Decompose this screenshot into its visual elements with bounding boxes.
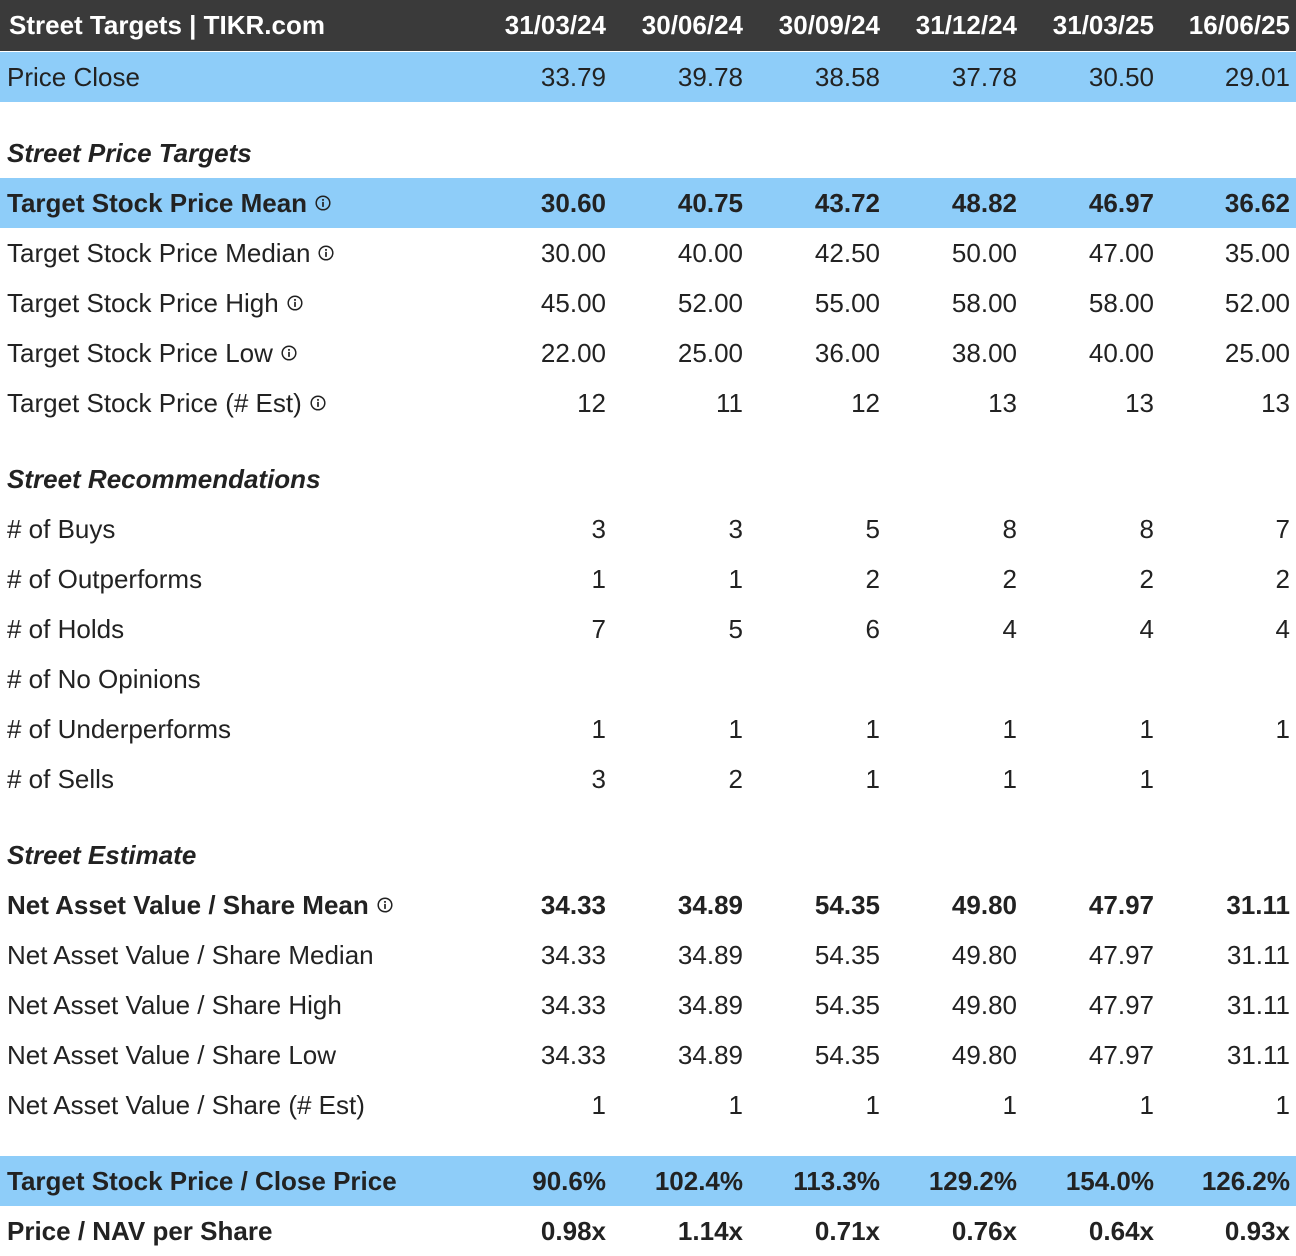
table-row-net-asset-value-share-median	[0, 930, 1296, 980]
table-row-of-buys	[0, 504, 1296, 554]
value-cell: 0.76x	[951, 1215, 1017, 1246]
row-label	[7, 1216, 272, 1247]
value-cell: 2	[1275, 563, 1290, 594]
value-cell: 3	[591, 513, 606, 544]
value-cell: 4	[1139, 613, 1154, 644]
value-cell: 11	[716, 387, 743, 418]
row-label-text: # of Outperforms	[7, 563, 203, 594]
section-header-street-recommendations	[0, 454, 1296, 504]
value-cell: 25.00	[1224, 337, 1290, 368]
info-circle-icon[interactable]	[318, 245, 334, 261]
value-cell: 34.33	[540, 989, 606, 1020]
value-cell: 1	[728, 1089, 743, 1120]
section-title-text: Street Price Targets	[7, 137, 252, 168]
value-cell: 0.93x	[1224, 1215, 1290, 1246]
row-label	[7, 288, 303, 319]
row-label	[7, 614, 124, 645]
row-label-text: # of Underperforms	[7, 713, 231, 744]
value-cell: 90.6%	[532, 1165, 606, 1196]
row-label	[7, 338, 297, 369]
value-cell: 58.00	[951, 287, 1017, 318]
value-cell: 1	[1275, 713, 1290, 744]
table-row-net-asset-value-share-est	[0, 1080, 1296, 1130]
value-cell: 40.00	[677, 237, 743, 268]
info-circle-icon[interactable]	[287, 295, 303, 311]
value-cell: 113.3%	[793, 1165, 880, 1196]
info-circle-icon[interactable]	[310, 395, 326, 411]
value-cell: 102.4%	[654, 1165, 743, 1196]
value-cell: 2	[865, 563, 880, 594]
row-label-text: Target Stock Price (# Est)	[7, 387, 302, 418]
table-row-net-asset-value-share-mean	[0, 880, 1296, 930]
row-label	[7, 238, 334, 269]
info-circle-icon[interactable]	[377, 897, 393, 913]
value-cell: 31.11	[1226, 989, 1290, 1020]
value-cell: 1	[728, 563, 743, 594]
section-header-street-estimate	[0, 830, 1296, 880]
table-row-price-close	[0, 52, 1296, 102]
value-cell: 45.00	[540, 287, 606, 318]
section-title	[7, 464, 321, 495]
value-cell: 58.00	[1088, 287, 1154, 318]
section-title	[7, 840, 196, 871]
table-row-of-underperforms	[0, 704, 1296, 754]
value-cell: 36.62	[1224, 187, 1290, 218]
row-label-text: # of Holds	[7, 613, 125, 644]
row-label	[7, 890, 393, 921]
table-row-net-asset-value-share-high	[0, 980, 1296, 1030]
value-cell: 1	[1139, 713, 1154, 744]
row-label-text: Target Stock Price Median	[7, 237, 311, 268]
row-label	[7, 664, 201, 695]
row-label-text: Target Stock Price / Close Price	[7, 1165, 397, 1196]
value-cell: 49.80	[951, 939, 1017, 970]
value-cell: 47.00	[1088, 237, 1154, 268]
value-cell: 54.35	[814, 939, 880, 970]
value-cell: 47.97	[1088, 1039, 1154, 1070]
value-cell: 1	[728, 713, 743, 744]
header-row	[0, 0, 1296, 51]
value-cell: 5	[865, 513, 880, 544]
value-cell: 8	[1002, 513, 1017, 544]
value-cell: 1	[865, 763, 880, 794]
value-cell: 7	[1275, 513, 1290, 544]
table-row-target-stock-price-median	[0, 228, 1296, 278]
value-cell: 1	[591, 713, 606, 744]
header-date-3: 30/09/24	[778, 10, 880, 40]
value-cell: 40.75	[677, 187, 743, 218]
value-cell: 13	[1125, 387, 1154, 418]
value-cell: 52.00	[677, 287, 743, 318]
value-cell: 49.80	[951, 989, 1017, 1020]
value-cell: 1	[1139, 1089, 1154, 1120]
value-cell: 25.00	[677, 337, 743, 368]
row-label	[7, 1040, 336, 1071]
row-label-text: Target Stock Price Mean	[7, 187, 308, 218]
value-cell: 47.97	[1088, 989, 1154, 1020]
row-label	[7, 564, 202, 595]
value-cell: 55.00	[814, 287, 880, 318]
value-cell: 50.00	[951, 237, 1017, 268]
value-cell: 2	[1002, 563, 1017, 594]
value-cell: 1.14x	[677, 1215, 743, 1246]
info-circle-icon[interactable]	[315, 195, 331, 211]
row-label	[7, 1090, 365, 1121]
row-label	[7, 764, 114, 795]
header-date-1: 31/03/24	[504, 10, 606, 40]
table-row-of-outperforms	[0, 554, 1296, 604]
value-cell: 13	[988, 387, 1017, 418]
value-cell: 34.33	[540, 1039, 606, 1070]
row-label-text: Price Close	[7, 61, 140, 92]
value-cell: 43.72	[814, 187, 880, 218]
value-cell: 34.89	[677, 939, 743, 970]
value-cell: 47.97	[1088, 889, 1154, 920]
value-cell: 13	[1261, 387, 1290, 418]
value-cell: 6	[865, 613, 880, 644]
value-cell: 54.35	[814, 1039, 880, 1070]
row-label-text: Target Stock Price Low	[7, 337, 273, 368]
value-cell: 3	[728, 513, 743, 544]
value-cell: 42.50	[814, 237, 880, 268]
value-cell: 29.01	[1224, 61, 1290, 92]
row-label	[7, 188, 331, 219]
value-cell: 4	[1002, 613, 1017, 644]
row-label-text: # of No Opinions	[7, 663, 201, 694]
value-cell: 30.50	[1088, 61, 1154, 92]
value-cell: 34.33	[540, 889, 606, 920]
table-title: Street Targets | TIKR.com	[9, 10, 325, 40]
value-cell: 12	[851, 387, 880, 418]
section-header-street-price-targets	[0, 128, 1296, 178]
row-label-text: Net Asset Value / Share Mean	[7, 889, 369, 920]
value-cell: 8	[1139, 513, 1154, 544]
value-cell: 38.00	[951, 337, 1017, 368]
table-row-price-nav-per-share	[0, 1206, 1296, 1256]
value-cell: 46.97	[1088, 187, 1154, 218]
value-cell: 1	[865, 1089, 880, 1120]
value-cell: 47.97	[1088, 939, 1154, 970]
row-label-text: Price / NAV per Share	[7, 1215, 273, 1246]
value-cell: 49.80	[951, 1039, 1017, 1070]
value-cell: 54.35	[814, 989, 880, 1020]
row-label-text: Net Asset Value / Share High	[7, 989, 342, 1020]
table-row-of-holds	[0, 604, 1296, 654]
row-label	[7, 1166, 397, 1197]
value-cell: 37.78	[951, 61, 1017, 92]
value-cell: 0.98x	[540, 1215, 606, 1246]
value-cell: 38.58	[814, 61, 880, 92]
value-cell: 129.2%	[928, 1165, 1017, 1196]
value-cell: 12	[577, 387, 606, 418]
row-label-text: Net Asset Value / Share (# Est)	[7, 1089, 365, 1120]
row-label	[7, 714, 231, 745]
value-cell: 1	[1002, 1089, 1017, 1120]
value-cell: 34.89	[677, 1039, 743, 1070]
row-label	[7, 388, 326, 419]
info-circle-icon[interactable]	[281, 345, 297, 361]
value-cell: 1	[1002, 713, 1017, 744]
value-cell: 35.00	[1224, 237, 1290, 268]
value-cell: 1	[591, 1089, 606, 1120]
value-cell: 31.11	[1226, 939, 1290, 970]
row-label-text: # of Buys	[7, 513, 116, 544]
value-cell: 126.2%	[1201, 1165, 1290, 1196]
table-row-target-stock-price-mean	[0, 178, 1296, 228]
value-cell: 2	[728, 763, 743, 794]
value-cell: 34.89	[677, 889, 743, 920]
header-date-6: 16/06/25	[1188, 10, 1290, 40]
section-title	[7, 138, 252, 169]
header-date-2: 30/06/24	[641, 10, 743, 40]
value-cell: 1	[1275, 1089, 1290, 1120]
value-cell: 3	[591, 763, 606, 794]
section-title-text: Street Estimate	[7, 839, 197, 870]
value-cell: 34.89	[677, 989, 743, 1020]
header-date-5: 31/03/25	[1052, 10, 1154, 40]
value-cell: 31.11	[1226, 1039, 1290, 1070]
value-cell: 1	[1139, 763, 1154, 794]
row-label-text: Net Asset Value / Share Median	[7, 939, 374, 970]
row-label	[7, 62, 140, 93]
table-row-of-no-opinions	[0, 654, 1296, 704]
row-label-text: Net Asset Value / Share Low	[7, 1039, 337, 1070]
row-label	[7, 514, 115, 545]
value-cell: 36.00	[814, 337, 880, 368]
value-cell: 33.79	[540, 61, 606, 92]
value-cell: 0.71x	[814, 1215, 880, 1246]
table-row-target-stock-price-est	[0, 378, 1296, 428]
value-cell: 52.00	[1224, 287, 1290, 318]
value-cell: 0.64x	[1088, 1215, 1154, 1246]
header-date-4: 31/12/24	[915, 10, 1017, 40]
value-cell: 1	[1002, 763, 1017, 794]
table-row-net-asset-value-share-low	[0, 1030, 1296, 1080]
value-cell: 5	[728, 613, 743, 644]
row-label-text: Target Stock Price High	[7, 287, 279, 318]
table-row-of-sells	[0, 754, 1296, 804]
value-cell: 30.00	[540, 237, 606, 268]
value-cell: 154.0%	[1065, 1165, 1154, 1196]
table-row-target-stock-price-close-price	[0, 1156, 1296, 1206]
value-cell: 39.78	[677, 61, 743, 92]
section-title-text: Street Recommendations	[7, 463, 321, 494]
row-label-text: # of Sells	[7, 763, 114, 794]
table-row-target-stock-price-high	[0, 278, 1296, 328]
value-cell: 30.60	[540, 187, 606, 218]
row-label	[7, 940, 374, 971]
value-cell: 54.35	[814, 889, 880, 920]
value-cell: 40.00	[1088, 337, 1154, 368]
value-cell: 31.11	[1226, 889, 1290, 920]
value-cell: 4	[1275, 613, 1290, 644]
value-cell: 1	[865, 713, 880, 744]
value-cell: 48.82	[951, 187, 1017, 218]
value-cell: 22.00	[540, 337, 606, 368]
row-label	[7, 990, 342, 1021]
value-cell: 34.33	[540, 939, 606, 970]
value-cell: 7	[591, 613, 606, 644]
value-cell: 2	[1139, 563, 1154, 594]
table-row-target-stock-price-low	[0, 328, 1296, 378]
value-cell: 1	[591, 563, 606, 594]
value-cell: 49.80	[951, 889, 1017, 920]
